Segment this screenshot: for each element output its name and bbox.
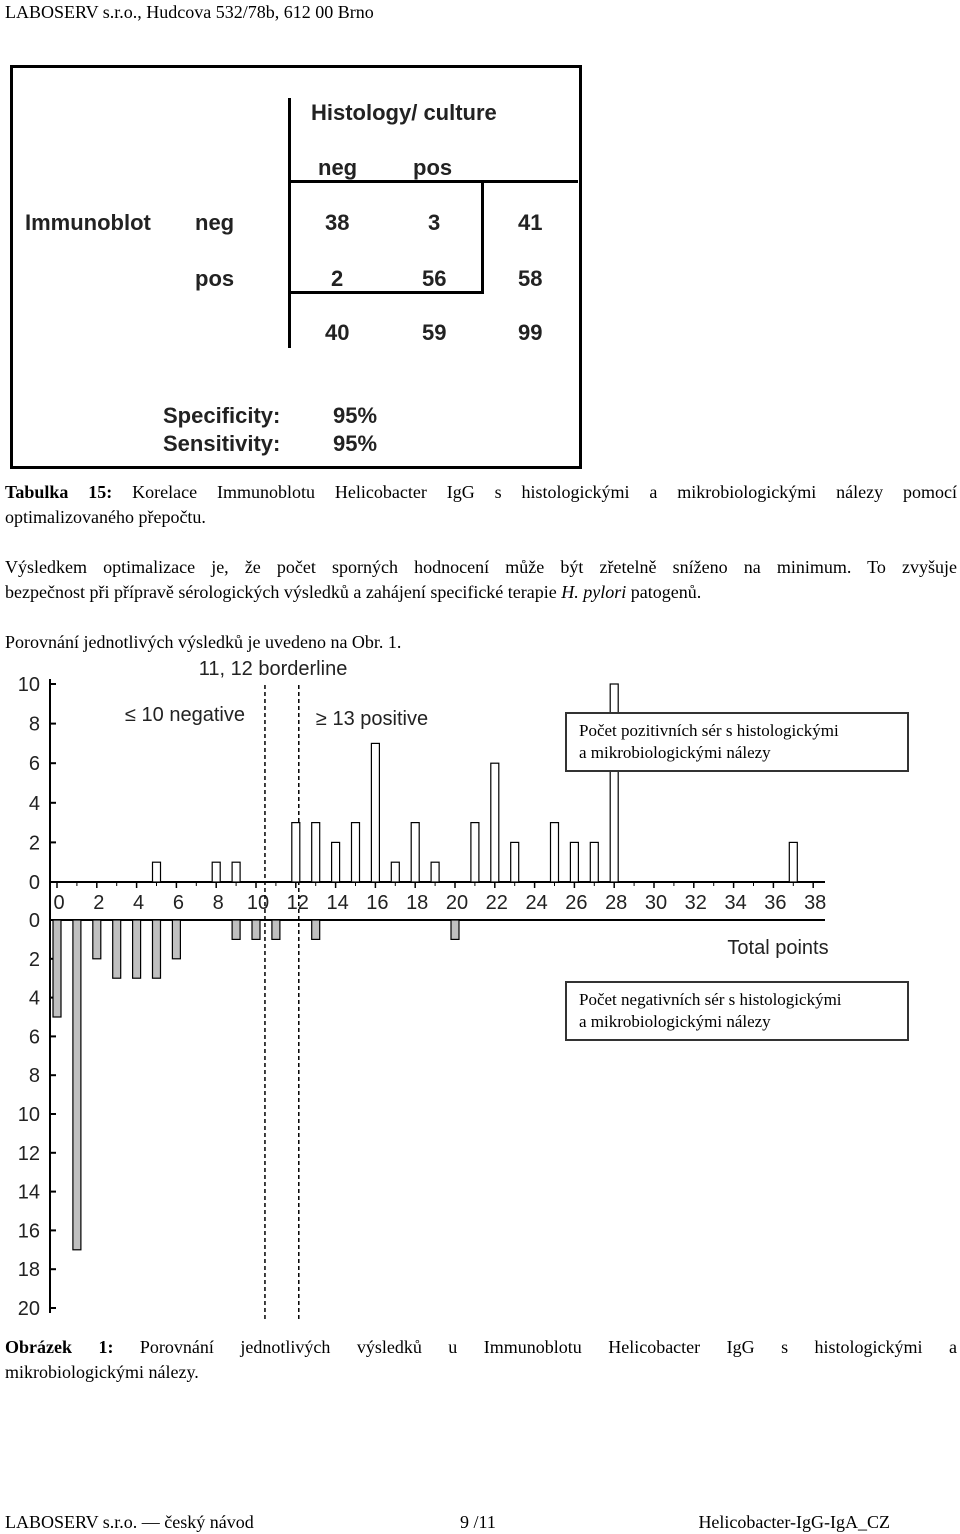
table-caption-text: Korelace Immunoblotu Helicobacter IgG s histologickými a mikrobiologickými nálezy pomocí — [132, 482, 957, 502]
y-tick-label-pos: 0 — [28, 872, 40, 894]
positive-bar — [491, 763, 499, 882]
total-all: 99 — [518, 320, 543, 345]
legend-negative-line2: a mikrobiologickými nálezy — [579, 1012, 771, 1031]
positive-bar — [570, 842, 578, 882]
col-header-neg: neg — [318, 155, 358, 180]
y-tick-label-neg: 0 — [28, 910, 40, 932]
row-label-pos: pos — [195, 266, 235, 291]
positive-bar — [292, 823, 300, 882]
negative-bar — [133, 920, 141, 978]
table-caption-line1 — [5, 480, 957, 505]
y-tick-label-neg: 8 — [28, 1065, 40, 1088]
x-axis-label: Total points — [727, 937, 829, 959]
cell-neg-pos: 3 — [428, 210, 441, 235]
cell-neg-neg: 38 — [325, 210, 350, 235]
footer-left: LABOSERV s.r.o. — český návod — [5, 1512, 254, 1532]
x-tick-label: 30 — [644, 892, 668, 914]
page-header: LABOSERV s.r.o., Hudcova 532/78b, 612 00 Brno — [5, 2, 374, 22]
legend-positive — [565, 712, 909, 772]
x-tick-label: 18 — [406, 892, 429, 914]
sensitivity-label: Sensitivity: — [163, 431, 281, 456]
paragraph1-line2 — [5, 580, 957, 605]
footer-center: 9 /11 — [460, 1512, 496, 1532]
negative-bar — [172, 920, 180, 959]
positive-bar — [789, 842, 797, 882]
positive-bar — [312, 823, 320, 882]
x-tick-label: 34 — [724, 892, 747, 914]
positive-bar — [431, 862, 439, 882]
table-inner-vline — [481, 180, 484, 294]
col-header-pos: pos — [413, 155, 453, 180]
x-tick-label: 20 — [445, 892, 469, 914]
table-title: Histology/ culture — [311, 100, 497, 125]
paragraph1-line2-post: patogenů. — [630, 582, 702, 602]
x-tick-label: 28 — [605, 892, 628, 914]
cell-neg-total: 41 — [518, 210, 543, 235]
cell-pos-pos: 56 — [422, 266, 447, 291]
figure-caption-bold: Obrázek 1: — [5, 1337, 114, 1357]
x-tick-label: 32 — [684, 892, 707, 914]
footer-right: Helicobacter-IgG-IgA_CZ — [698, 1512, 890, 1532]
positive-bar — [232, 862, 240, 882]
positive-bar — [590, 842, 598, 882]
legend-positive-line2: a mikrobiologickými nálezy — [579, 743, 771, 762]
x-tick-label: 38 — [804, 892, 827, 914]
correlation-table — [10, 65, 582, 469]
paragraph1-line2-pre: bezpečnost při přípravě sérologických výsledků a zahájení specifické terapie — [5, 582, 557, 602]
x-tick-label: 22 — [485, 892, 508, 914]
negative-bar — [232, 920, 240, 939]
total-neg: 40 — [325, 320, 350, 345]
y-tick-label-neg: 18 — [17, 1259, 40, 1282]
legend-negative — [565, 981, 909, 1041]
legend-positive-line1: Počet pozitivních sér s histologickými — [579, 721, 839, 740]
negative-bar — [451, 920, 459, 939]
x-tick-label: 0 — [53, 892, 65, 914]
negative-bar — [93, 920, 101, 959]
x-tick-label: 2 — [93, 892, 105, 914]
y-tick-label-pos: 2 — [28, 832, 40, 855]
row-label-immunoblot: Immunoblot — [25, 210, 151, 235]
table-caption-bold: Tabulka 15: — [5, 482, 113, 502]
row-label-neg: neg — [195, 210, 235, 235]
y-tick-label-neg: 4 — [28, 987, 40, 1010]
y-tick-label-pos: 8 — [28, 713, 40, 736]
x-tick-label: 4 — [133, 892, 145, 914]
x-tick-label: 12 — [286, 892, 309, 914]
x-tick-label: 6 — [172, 892, 184, 914]
y-tick-label-neg: 6 — [28, 1026, 40, 1049]
y-tick-label-neg: 14 — [17, 1181, 40, 1204]
y-tick-label-pos: 10 — [17, 674, 40, 696]
cell-pos-total: 58 — [518, 266, 543, 291]
figure-caption-text: Porovnání jednotlivých výsledků u Immunoblotu Helicobacter IgG s histologickými a — [139, 1337, 958, 1357]
y-tick-label-neg: 20 — [17, 1298, 40, 1320]
figure-caption-line1 — [5, 1335, 957, 1360]
negative-bar — [53, 920, 61, 1017]
sensitivity-value: 95% — [333, 431, 378, 456]
cell-pos-neg: 2 — [331, 266, 344, 291]
y-tick-label-neg: 10 — [17, 1104, 40, 1126]
positive-bar — [511, 842, 519, 882]
negative-bar — [73, 920, 81, 1250]
legend-negative-line1: Počet negativních sér s histologickými — [579, 990, 842, 1009]
specificity-value: 95% — [333, 403, 378, 428]
y-tick-label-pos: 6 — [28, 753, 40, 776]
x-tick-label: 26 — [565, 892, 588, 914]
paragraph2: Porovnání jednotlivých výsledků je uvedeno na Obr. 1. — [5, 632, 402, 652]
negative-bar — [272, 920, 280, 939]
borderline-label: 11, 12 borderline — [198, 658, 348, 680]
y-tick-label-pos: 4 — [28, 792, 40, 815]
y-tick-label-neg: 2 — [28, 948, 40, 971]
specificity-label: Specificity: — [163, 403, 281, 428]
x-tick-label: 24 — [525, 892, 548, 914]
table-vertical-line — [288, 98, 291, 348]
positive-bar — [471, 823, 479, 882]
x-tick-label: 36 — [764, 892, 787, 914]
negative-bar — [312, 920, 320, 939]
positive-bar — [153, 862, 161, 882]
x-tick-label: 10 — [246, 892, 270, 914]
total-pos: 59 — [422, 320, 447, 345]
table-caption-line2: optimalizovaného přepočtu. — [5, 507, 206, 527]
positive-threshold-label: ≥ 13 positive — [315, 708, 429, 730]
positive-bar — [391, 862, 399, 882]
x-tick-label: 16 — [366, 892, 389, 914]
positive-bar — [212, 862, 220, 882]
negative-threshold-label: ≤ 10 negative — [125, 704, 245, 726]
table-inner-line — [288, 291, 483, 294]
y-tick-label-neg: 16 — [17, 1220, 40, 1243]
positive-bar — [551, 823, 559, 882]
positive-bar — [371, 743, 379, 882]
figure-caption-line2: mikrobiologickými nálezy. — [5, 1362, 199, 1382]
x-tick-label: 8 — [212, 892, 224, 914]
y-tick-label-neg: 12 — [17, 1142, 40, 1165]
positive-bar — [411, 823, 419, 882]
paragraph1-line1: Výsledkem optimalizace je, že počet sporných hodnocení může být zřetelně sníženo na minimum. To zvyšuje — [5, 557, 957, 577]
positive-bar — [352, 823, 360, 882]
negative-bar — [153, 920, 161, 978]
negative-bar — [113, 920, 121, 978]
positive-bar — [332, 842, 340, 882]
paragraph1-italic: H. pylori — [561, 582, 627, 602]
negative-bar — [252, 920, 260, 939]
x-tick-label: 14 — [326, 892, 349, 914]
